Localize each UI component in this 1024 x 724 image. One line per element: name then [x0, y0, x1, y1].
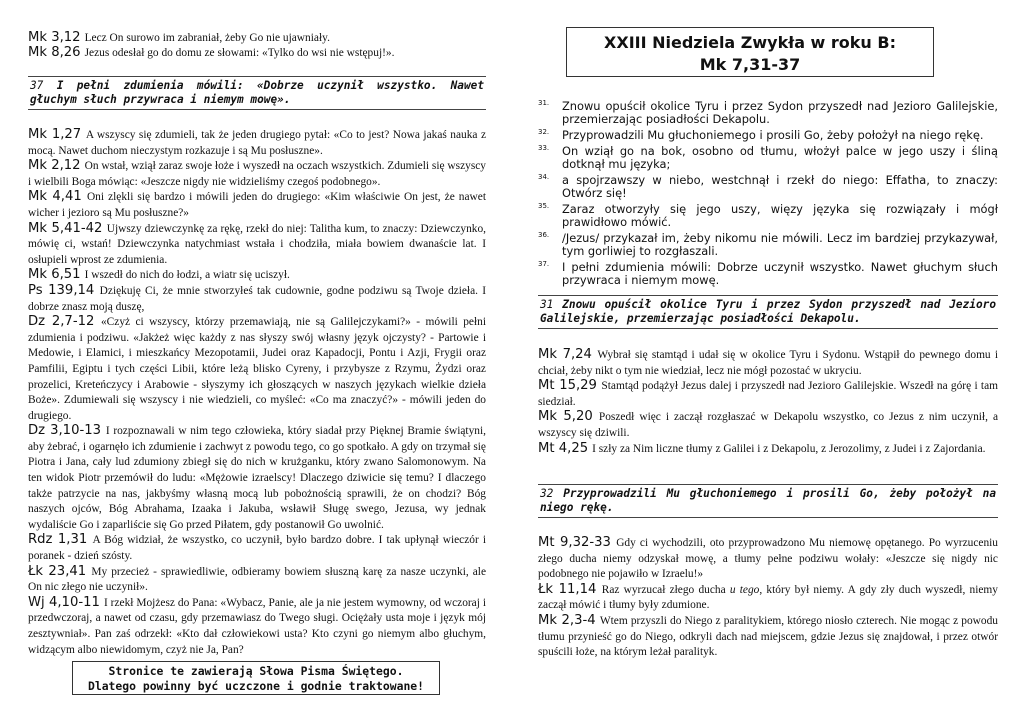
section-header-32 [538, 484, 998, 518]
entry-ref: Rdz 1,31 [28, 532, 88, 548]
entry-ref: Mk 1,27 [28, 127, 82, 142]
verse-number: 37. [538, 259, 550, 268]
verse-text: a spojrzawszy w niebo, westchnął i rzekł do niego: Effatha, to znaczy: Otwórz się! [562, 172, 998, 200]
entry-ref: Dz 2,7-12 [28, 314, 95, 330]
entry-mk-1-27 [28, 127, 486, 158]
verse-text: Przyprowadzili Mu głuchoniemego i prosili Go, żeby położył na niego rękę. [562, 127, 984, 142]
entry-text: Dziękuję Ci, że mnie stworzyłeś tak cudownie, godne podziwu są Twoje dzieła. I dobrze znasz moją duszę, [28, 284, 486, 313]
entry-text: Ujwszy dziewczynkę za rękę, rzekł do niej: Talitha kum, to znaczy: Dziewczynko, mówię ci, wstań! Dziewczynka natychmiast wstała i chodziła, miała bowiem dwanaście lat. I osłupieli wprost ze zdumienia. [28, 222, 487, 266]
entry-ref: Mk 7,24 [538, 347, 592, 362]
verse-text: Znowu opuścił okolice Tyru i przez Sydon przyszedł nad Jezioro Galilejskie, przemierzając posiadłości Dekapolu. [562, 98, 998, 126]
entry-mt-15-29 [538, 378, 998, 409]
verse-number: 34. [538, 172, 550, 181]
entry-ref: Mk 6,51 [28, 267, 81, 283]
page-title [566, 27, 934, 77]
entry-text: Stamtąd podążył Jezus dalej i przyszedł nad Jezioro Galilejskie. Wszedł na górę i tam siedział. [538, 380, 998, 408]
entry-text: I szły za Nim liczne tłumy z Galilei i z Dekapolu, z Jerozolimy, z Judei i z Zajordania. [592, 442, 986, 455]
entry-text: Jezus odesłał go do domu ze słowami: «Tylko do wsi nie wstępuj!». [84, 47, 395, 59]
entry-lk-23-41 [28, 564, 486, 595]
verse-number: 33. [538, 143, 550, 152]
entry-ref: Mt 9,32-33 [538, 535, 611, 550]
entry-text: Oni zlękli się bardzo i mówili jeden do drugiego: «Kim właściwie On jest, że nawet wicher i jezioro są Mu posłuszne?» [28, 191, 487, 219]
verse-35 [538, 200, 998, 229]
entry-text: A wszyscy się zdumieli, tak że jeden drugiego pytał: «Co to jest? Nowa jakaś nauka z mocą. Nawet duchom nieczystym rozkazuje i są Mu posłuszne». [28, 129, 487, 157]
entry-text: , który był niemy. A gdy zły duch wyszedł, niemy zaczął mówić i tłumy były zdumione. [538, 583, 998, 612]
entry-rdz-1-31 [28, 532, 486, 563]
entry-ref: Dz 3,10-13 [28, 423, 101, 439]
entry-text: Lecz On surowo im zabraniał, żeby Go nie ujawniały. [84, 32, 330, 44]
title-line-1: XXIII Niedziela Zwykła w roku B: [604, 33, 896, 52]
verse-text: On wziął go na bok, osobno od tłumu, włożył palce w jego uszy i śliną dotknął mu języka; [562, 143, 998, 171]
entry-mk-5-20 [538, 409, 998, 440]
verse-34 [538, 171, 998, 200]
entry-text-italic: u tego [729, 583, 760, 596]
verse-number: 31. [538, 99, 550, 107]
entry-wj-4-10-11 [28, 595, 486, 657]
section-header-37 [28, 76, 486, 110]
entry-text: On wstał, wziął zaraz swoje łoże i wyszedł na oczach wszystkich. Zdumieli się wszyscy i wielbili Boga mówiąc: «Jeszcze nigdy nie widzieliśmy czegoś podobnego». [28, 160, 487, 188]
section-number: 32 [540, 487, 554, 500]
verse-36 [538, 229, 998, 258]
verse-33 [538, 142, 998, 171]
verse-37 [538, 258, 998, 287]
entry-text: Poszedł więc i zaczął rozgłaszać w Dekapolu wszystko, co Jezus z nim uczynił, a wszyscy się dziwili. [538, 411, 998, 439]
entry-text: «Czyż ci wszyscy, którzy przemawiają, nie są Galilejczykami?» - mówili pełni zdumienia i podziwu. «Jakżeż więc każdy z nas słyszy swój własny język ojczysty? - Partowie i Medowie, i Elamici, i mieszkańcy Mezopotamii, Judei oraz Kapadocji, Pontu i Azji, Frygii oraz Pamfilii, Egiptu i tych części Libii, które leżą blisko Cyreny, i przybysze z Rzymu, Żydzi oraz prozelici, Kreteńczycy i Arabowie - słyszymy ich głoszących w naszych językach wielkie dzieła Boże». Zdumiewali się wszyscy i nie wiedzieli, co myśleć: «Co ma znaczyć?» - mówili jeden do drugiego. [28, 316, 487, 422]
entry-ref: Mt 15,29 [538, 378, 597, 394]
entry-text: I wszedł do nich do łodzi, a wiatr się uciszył. [84, 269, 290, 282]
entry-ps-139-14 [28, 283, 486, 314]
footer-notice [72, 661, 440, 695]
entry-ref: Mk 4,41 [28, 189, 82, 205]
title-line-2: Mk 7,31-37 [699, 55, 801, 74]
entry-ref: Mt 4,25 [538, 440, 589, 456]
verse-32 [538, 126, 998, 142]
gospel-verses [538, 97, 998, 287]
section-number: 37 [30, 79, 44, 92]
cross-references-37 [28, 127, 486, 657]
section-header-31 [538, 295, 998, 329]
entry-mk-4-41 [28, 189, 486, 220]
entry-text: I rozpoznawali w nim tego człowieka, który siadał przy Pięknej Bramie świątyni, aby żebrać, i ogarnęło ich zdumienie i zachwyt z powodu tego, co go spotkało. A gdy on trzymał się Piotra i Jana, cały lud zdumiony zbiegł się do nich w krużganku, który zwano Salomonowym. Na ten widok Piotr przemówił do ludu: «Mężowie izraelscy! Dlaczego dziwicie się temu? I dlaczego także patrzycie na nas, jakbyśmy własną mocą lub pobożnością sprawili, że on chodzi? Bóg naszych ojców, Bóg Abrahama, Izaaka i Jakuba, wsławił Sługę swego, Jezusa, wy jednak wydaliście Go i zaparliście się Go przed Piłatem, gdy postanowił Go uwolnić. [28, 425, 487, 531]
entry-text: Wybrał się stamtąd i udał się w okolice Tyru i Sydonu. Wstąpił do pewnego domu i chciał, żeby nikt o tym nie wiedział, lecz nie mógł pozostać w ukryciu. [538, 349, 998, 377]
entry-text: My przecież - sprawiedliwie, odbieramy bowiem słuszną karę za nasze uczynki, ale On nic złego nie uczynił». [28, 565, 487, 594]
entry-ref: Mk 8,26 [28, 45, 81, 60]
section-quote: I pełni zdumienia mówili: «Dobrze uczynił wszystko. Nawet głuchym słuch przywraca i niemym mowę». [30, 79, 484, 106]
entry-ref: Mk 2,12 [28, 158, 81, 174]
verse-31 [538, 97, 998, 126]
entry-text: A Bóg widział, że wszystko, co uczynił, było bardzo dobre. I tak upłynął wieczór i poranek - dzień szósty. [28, 534, 487, 563]
entry-mk-7-24 [538, 347, 998, 378]
entry-ref: Mk 3,12 [28, 30, 81, 45]
entry-mk-8-26 [28, 44, 486, 61]
entry-lk-11-14 [538, 582, 998, 613]
verse-text: Zaraz otworzyły się jego uszy, więzy języka się rozwiązały i mógł prawidłowo mówić. [562, 201, 998, 229]
verse-number: 35. [538, 201, 550, 210]
entry-text: Gdy ci wychodzili, oto przyprowadzono Mu niemowę opętanego. Po wyrzuceniu złego ducha niemy odzyskał mowę, a tłumy pełne podziwu wołały: «Jeszcze się nigdy nic podobnego nie pojawiło w Izraelu!» [538, 537, 998, 581]
entry-text: I rzekł Mojżesz do Pana: «Wybacz, Panie, ale ja nie jestem wymowny, od wczoraj i przedwczoraj, a nawet od czasu, gdy przemawiasz do Twego sługi. Ociężały usta moje i język mój zesztywniał». Pan zaś odrzekł: «Kto dał człowiekowi usta? Kto czyni go niemym albo głuchym, widzącym albo niewidomym, czyż nie Ja, Pan? [28, 596, 486, 656]
cross-references-31 [538, 347, 998, 456]
entry-mk-5-41-42 [28, 221, 486, 268]
entry-ref: Wj 4,10-11 [28, 594, 100, 610]
entry-ref: Mk 5,41-42 [28, 220, 103, 236]
entry-ref: Łk 11,14 [538, 581, 597, 597]
footer-line-2: Dlatego powinny być uczczone i godnie traktowane! [87, 679, 425, 693]
verse-number: 36. [538, 230, 550, 239]
entry-text: Raz wyrzucał złego ducha [601, 583, 730, 596]
entry-text: Wtem przyszli do Niego z paralitykiem, którego niosło czterech. Nie mogąc z powodu tłumu przynieść go do Niego, odkryli dach nad miejscem, gdzie Jezus się znajdował, i przez otwór spuścili łoże, na którym leżał paralityk. [538, 614, 998, 659]
verse-number: 32. [538, 127, 550, 136]
section-number: 31 [540, 298, 554, 311]
verse-text: /Jezus/ przykazał im, żeby nikomu nie mówili. Lecz im bardziej przykazywał, tym gorliwiej to rozgłaszali. [562, 230, 998, 258]
entry-ref: Mk 2,3-4 [538, 612, 596, 628]
entry-ref: Ps 139,14 [28, 282, 95, 298]
verse-text: I pełni zdumienia mówili: Dobrze uczynił wszystko. Nawet głuchym słuch przywraca i niemym mowę. [562, 259, 998, 287]
section-quote: Przyprowadzili Mu głuchoniemego i prosili Go, żeby położył na niego rękę. [540, 487, 996, 514]
entry-mt-9-32-33 [538, 535, 998, 582]
cross-references-32 [538, 535, 998, 660]
footer-line-1: Stronice te zawierają Słowa Pisma Świętego. [108, 664, 404, 678]
entry-dz-2-7-12 [28, 314, 486, 423]
entry-mk-2-3-4 [538, 613, 998, 660]
entry-mk-2-12 [28, 158, 486, 189]
entry-ref: Mk 5,20 [538, 409, 593, 425]
entry-dz-3-10-13 [28, 423, 486, 532]
section-quote: Znowu opuścił okolice Tyru i przez Sydon przyszedł nad Jezioro Galilejskie, przemierzając posiadłości Dekapolu. [540, 298, 996, 325]
entry-ref: Łk 23,41 [28, 563, 87, 579]
entry-mt-4-25 [538, 441, 998, 457]
